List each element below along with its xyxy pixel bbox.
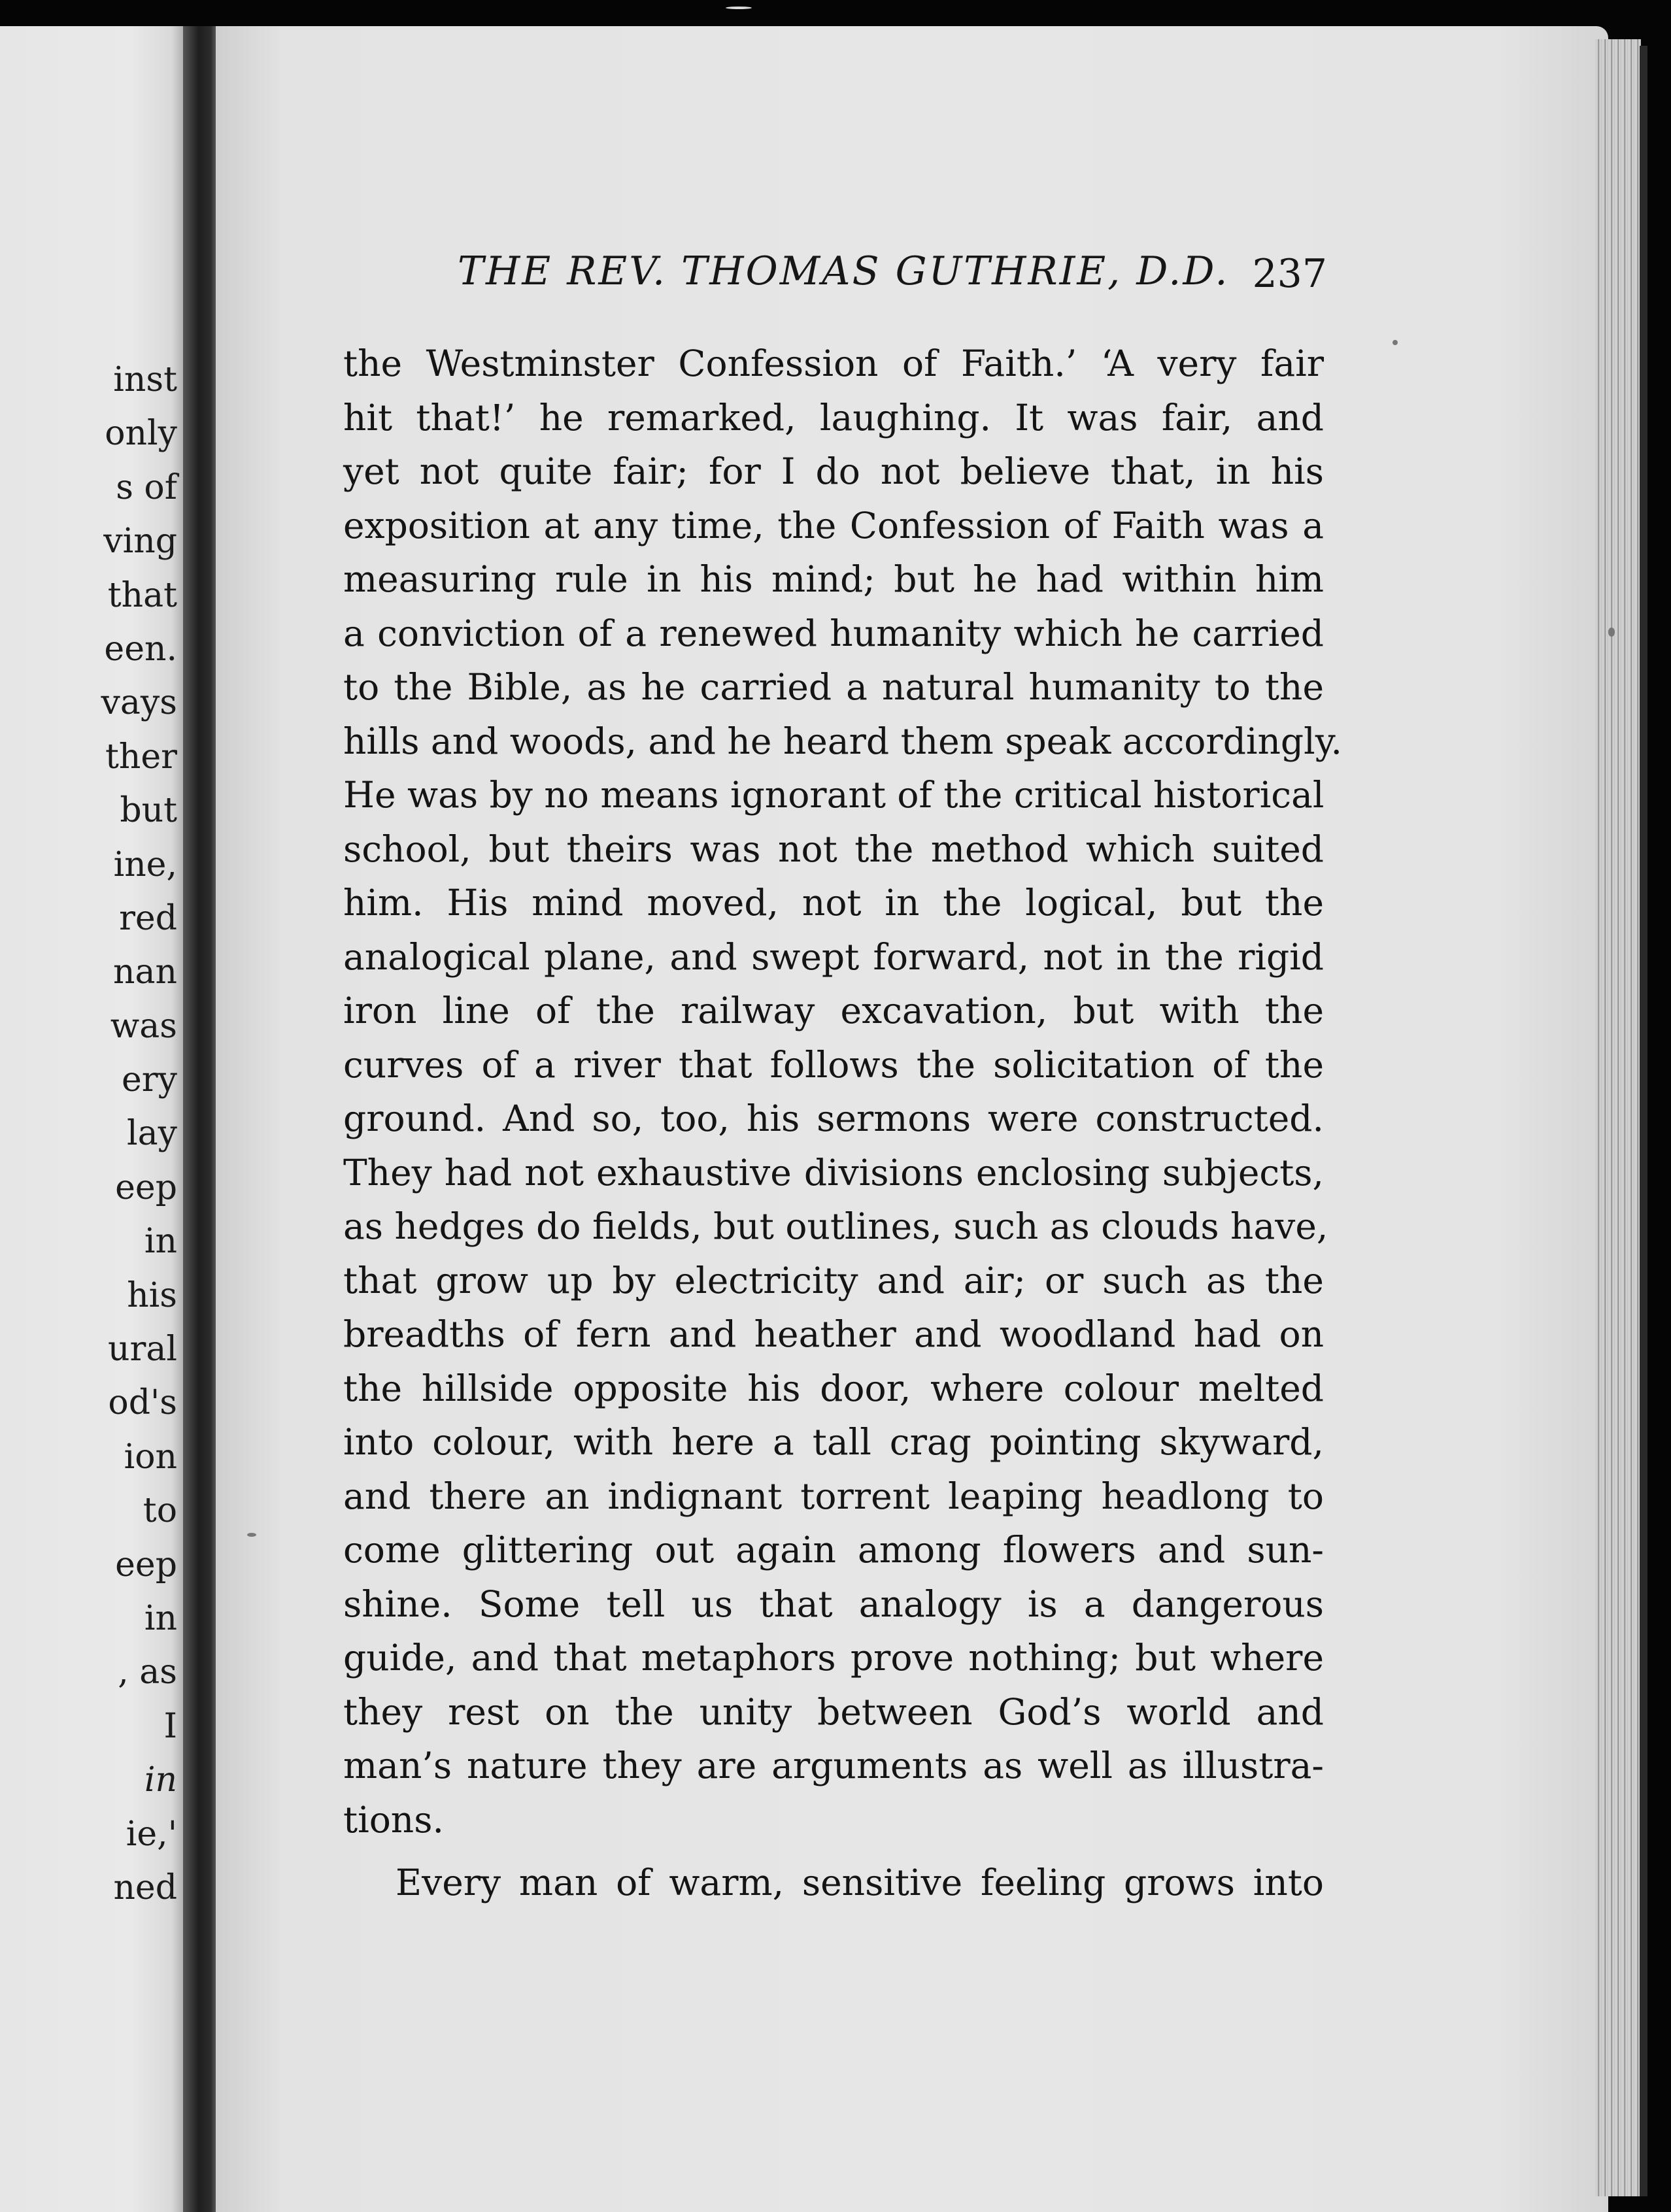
fragment-line: was bbox=[110, 1006, 177, 1046]
text-line: iron line of the railway excavation, but with the bbox=[343, 990, 1324, 1031]
fragment-line: in bbox=[144, 1222, 177, 1262]
scan-speck bbox=[726, 7, 752, 9]
fragment-line: ine, bbox=[113, 845, 177, 884]
fragment-line: lay bbox=[126, 1114, 177, 1154]
running-head bbox=[458, 248, 1327, 307]
text-line: school, but theirs was not the method which suited bbox=[343, 828, 1324, 870]
previous-page-text-fragments bbox=[101, 353, 177, 1915]
fragment-line: nan bbox=[113, 952, 177, 992]
scan-speck bbox=[1608, 628, 1615, 637]
fragment-line: eep bbox=[115, 1167, 177, 1207]
fragment-line: red bbox=[119, 898, 177, 938]
fragment-line: ned bbox=[113, 1868, 177, 1907]
text-line: guide, and that metaphors prove nothing; but where bbox=[343, 1637, 1324, 1679]
fragment-line: ion bbox=[124, 1437, 177, 1477]
fragment-line: ving bbox=[103, 522, 177, 561]
text-line: into colour, with here a tall crag pointing skyward, bbox=[343, 1421, 1324, 1463]
text-line: come glittering out again among flowers and sun- bbox=[343, 1529, 1324, 1571]
fragment-line: , as bbox=[118, 1652, 177, 1692]
fragment-line: but bbox=[120, 791, 177, 831]
fragment-line: od's bbox=[108, 1383, 177, 1423]
fragment-line: inst bbox=[113, 360, 177, 399]
fragment-line: in bbox=[144, 1598, 177, 1638]
fragment-line: ural bbox=[108, 1330, 177, 1369]
text-line: as hedges do fields, but outlines, such as clouds have, bbox=[343, 1205, 1328, 1247]
fragment-line: that bbox=[107, 575, 177, 615]
text-line: He was by no means ignorant of the critical historical bbox=[343, 774, 1325, 816]
fragment-line: eep bbox=[115, 1545, 177, 1584]
cover-edge bbox=[1640, 46, 1647, 2196]
text-line: yet not quite fair; for I do not believe that, in his bbox=[343, 450, 1324, 492]
fragment-line: his bbox=[127, 1275, 177, 1315]
text-line: ground. And so, too, his sermons were constructed. bbox=[343, 1098, 1324, 1139]
text-line: the hillside opposite his door, where colour melted bbox=[343, 1367, 1324, 1409]
text-line: man’s nature they are arguments as well as illustra- bbox=[343, 1745, 1324, 1786]
text-line: breadths of fern and heather and woodland had on bbox=[343, 1313, 1324, 1355]
fragment-line: ther bbox=[105, 737, 177, 777]
scan-speck bbox=[1393, 340, 1398, 345]
fragment-line: in bbox=[144, 1760, 177, 1800]
fragment-line: to bbox=[143, 1491, 177, 1531]
page-number: 237 bbox=[1252, 251, 1327, 297]
text-line: and there an indignant torrent leaping headlong to bbox=[343, 1475, 1324, 1517]
fragment-line: vays bbox=[101, 683, 177, 723]
page-edges bbox=[1595, 39, 1641, 2196]
text-line: that grow up by electricity and air; or such as the bbox=[343, 1259, 1324, 1301]
text-line: shine. Some tell us that analogy is a dangerous bbox=[343, 1583, 1324, 1625]
text-line: him. His mind moved, not in the logical, but the bbox=[343, 882, 1324, 924]
fragment-line: ie,' bbox=[126, 1814, 177, 1854]
fragment-line: I bbox=[163, 1706, 177, 1746]
fragment-line: ery bbox=[121, 1060, 177, 1100]
fragment-line: een. bbox=[104, 629, 177, 669]
text-line: the Westminster Confession of Faith.’ ‘A very fair bbox=[343, 343, 1324, 384]
fragment-line: only bbox=[105, 414, 177, 454]
text-line: hit that!’ he remarked, laughing. It was fair, and bbox=[343, 396, 1324, 439]
body-text bbox=[343, 337, 1342, 1910]
text-line: curves of a river that follows the solicitation of the bbox=[343, 1043, 1324, 1086]
text-line: measuring rule in his mind; but he had within him bbox=[343, 558, 1324, 600]
text-line: analogical plane, and swept forward, not in the rigid bbox=[343, 935, 1324, 978]
running-title: THE REV. THOMAS GUTHRIE, D.D. bbox=[458, 248, 1230, 294]
text-line: a conviction of a renewed humanity which he carried bbox=[343, 612, 1324, 654]
text-line: to the Bible, as he carried a natural humanity to the bbox=[343, 666, 1324, 708]
text-line: they rest on the unity between God’s world and bbox=[343, 1690, 1324, 1733]
text-line: Every man of warm, sensitive feeling grows into bbox=[396, 1862, 1324, 1903]
fragment-line: s of bbox=[116, 467, 177, 507]
text-line: exposition at any time, the Confession of Faith was a bbox=[343, 504, 1324, 546]
text-line: They had not exhaustive divisions enclosing subjects, bbox=[343, 1151, 1324, 1194]
text-line: hills and woods, and he heard them speak accordingly. bbox=[343, 720, 1342, 762]
previous-page bbox=[0, 26, 186, 2212]
text-line: tions. bbox=[343, 1798, 444, 1841]
scan-speck bbox=[247, 1533, 256, 1537]
